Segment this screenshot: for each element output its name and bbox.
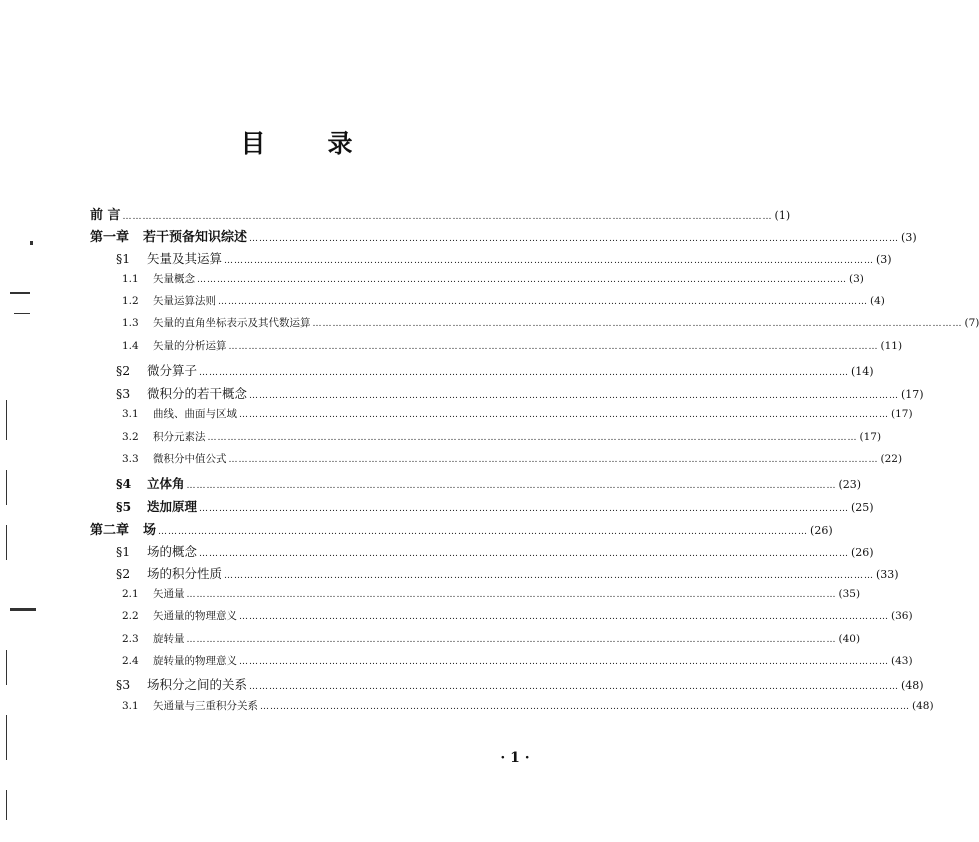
toc-entry-title: 场的积分性质 (147, 566, 223, 581)
toc-entry-number: §2 (116, 363, 131, 378)
toc-entry-page: (11) (880, 340, 903, 352)
toc-entry-number: 前 言 (90, 208, 121, 223)
toc-entry[interactable] (0, 406, 913, 428)
toc-leader-dots: …………………………………………………………………………………………………………………………………………………………………………… (207, 433, 858, 443)
toc-entry[interactable] (0, 293, 885, 315)
toc-entry-page: (23) (838, 478, 862, 491)
toc-leader-dots: …………………………………………………………………………………………………………………………………………………………………………… (249, 234, 900, 244)
toc-entry-title: 矢通量与三重积分关系 (153, 700, 258, 712)
toc-entry[interactable] (0, 226, 917, 248)
toc-leader-dots: …………………………………………………………………………………………………………………………………………………………………………… (228, 455, 879, 465)
toc-entry-title: 矢通量 (153, 588, 185, 600)
toc-entry-number: 2.3 (122, 633, 139, 645)
toc-entry-number: 1.4 (122, 340, 139, 352)
toc-entry-page: (7) (964, 317, 979, 329)
toc-leader-dots: …………………………………………………………………………………………………………………………………………………………………………… (224, 571, 875, 581)
toc-entry-title: 立体角 (147, 476, 185, 491)
toc-entry[interactable] (0, 698, 934, 720)
toc-entry-page: (26) (851, 546, 874, 559)
toc-entry[interactable] (0, 497, 874, 519)
scan-mark (30, 241, 33, 245)
toc-entry-title: 旋转量的物理意义 (153, 655, 237, 667)
toc-leader-dots: …………………………………………………………………………………………………………………………………………………………………………… (228, 342, 879, 352)
scan-mark (10, 608, 36, 611)
toc-entry-number: §2 (116, 566, 131, 581)
toc-entry-number: 2.2 (122, 610, 139, 622)
toc-entry-number: §1 (116, 251, 131, 266)
toc-leader-dots: …………………………………………………………………………………………………………………………………………………………………………… (186, 590, 837, 600)
toc-leader-dots: …………………………………………………………………………………………………………………………………………………………………………… (249, 391, 900, 401)
title-char-1: 目 (240, 129, 268, 158)
toc-entry-page: (3) (849, 273, 864, 285)
toc-entry-title: 微积分的若干概念 (147, 386, 248, 401)
toc-leader-dots: …………………………………………………………………………………………………………………………………………………………………………… (249, 682, 900, 692)
toc-leader-dots: …………………………………………………………………………………………………………………………………………………………………………… (312, 319, 963, 329)
scan-mark (14, 313, 30, 314)
toc-entry-page: (17) (859, 431, 882, 443)
toc-entry-number: 2.1 (122, 588, 139, 600)
toc-leader-dots: …………………………………………………………………………………………………………………………………………………………………………… (186, 481, 837, 491)
toc-leader-dots: …………………………………………………………………………………………………………………………………………………………………………… (199, 504, 850, 514)
toc-leader-dots: …………………………………………………………………………………………………………………………………………………………………………… (239, 410, 889, 420)
toc-leader-dots: …………………………………………………………………………………………………………………………………………………………………………… (260, 702, 910, 712)
toc-entry-number: 3.1 (122, 408, 139, 420)
toc-leader-dots: …………………………………………………………………………………………………………………………………………………………………………… (199, 549, 850, 559)
toc-entry-title: 微积分中值公式 (153, 453, 227, 465)
toc-entry-number: 第一章 (90, 230, 130, 245)
toc-entry-number: 2.4 (122, 655, 139, 667)
page-number: · 1 · (500, 750, 530, 766)
page-title (0, 124, 595, 160)
toc-entry[interactable] (0, 204, 791, 226)
toc-entry[interactable] (0, 271, 864, 293)
toc-entry-page: (3) (901, 231, 917, 244)
toc-entry[interactable] (0, 653, 913, 675)
toc-entry[interactable] (0, 429, 882, 451)
toc-entry[interactable] (0, 675, 924, 697)
toc-entry-title: 旋转量 (153, 633, 185, 645)
toc-entry-page: (1) (774, 209, 791, 222)
toc-entry-title: 矢量的直角坐标表示及其代数运算 (153, 317, 311, 329)
toc-leader-dots: …………………………………………………………………………………………………………………………………………………………………………… (186, 635, 837, 645)
toc-entry[interactable] (0, 586, 861, 608)
toc-entry-title: 场积分之间的关系 (147, 677, 248, 692)
toc-entry-title: 微分算子 (147, 363, 198, 378)
toc-entry-title: 矢量概念 (153, 273, 195, 285)
toc-entry-page: (40) (838, 633, 861, 645)
toc-entry-number: §3 (116, 386, 131, 401)
toc-entry-page: (43) (891, 655, 913, 667)
toc-leader-dots: …………………………………………………………………………………………………………………………………………………………………………… (122, 212, 773, 222)
toc-entry-number: 3.3 (122, 453, 139, 465)
toc-entry[interactable] (0, 249, 892, 271)
toc-entry[interactable] (0, 384, 924, 406)
toc-entry-number: 1.1 (122, 273, 139, 285)
toc-entry-page: (14) (851, 365, 874, 378)
toc-entry[interactable] (0, 361, 874, 383)
scan-mark (6, 525, 7, 560)
toc-entry[interactable] (0, 564, 899, 586)
toc-entry[interactable] (0, 451, 903, 473)
toc-leader-dots: …………………………………………………………………………………………………………………………………………………………………………… (158, 527, 809, 537)
scan-mark (6, 790, 7, 820)
toc-entry[interactable] (0, 542, 874, 564)
toc-entry-title: 矢量的分析运算 (153, 340, 227, 352)
toc-leader-dots: …………………………………………………………………………………………………………………………………………………………………………… (197, 275, 847, 285)
toc-entry-number: 3.1 (122, 700, 139, 712)
toc-entry-page: (17) (901, 388, 924, 401)
scan-mark (6, 400, 7, 440)
toc-entry-page: (17) (891, 408, 913, 420)
toc-entry-page: (35) (838, 588, 861, 600)
toc-leader-dots: …………………………………………………………………………………………………………………………………………………………………………… (239, 657, 889, 667)
toc-entry-title: 若干预备知识综述 (143, 230, 248, 245)
toc-entry-page: (26) (810, 524, 833, 537)
toc-entry-number: 3.2 (122, 431, 139, 443)
toc-entry-number: 1.3 (122, 317, 139, 329)
toc-leader-dots: …………………………………………………………………………………………………………………………………………………………………………… (239, 612, 889, 622)
toc-entry-number: 第二章 (90, 523, 130, 538)
scan-mark (6, 650, 7, 685)
toc-leader-dots: …………………………………………………………………………………………………………………………………………………………………………… (199, 368, 850, 378)
toc-entry-number: 1.2 (122, 295, 139, 307)
title-char-2: 录 (327, 129, 355, 158)
toc-entry-title: 矢通量的物理意义 (153, 610, 237, 622)
toc-entry-title: 积分元素法 (153, 431, 206, 443)
toc-leader-dots: …………………………………………………………………………………………………………………………………………………………………………… (218, 297, 868, 307)
toc-entry-title: 矢量及其运算 (147, 251, 223, 266)
toc-entry-number: §4 (116, 476, 132, 491)
toc-entry-page: (3) (876, 253, 892, 266)
toc-entry[interactable] (0, 474, 862, 496)
toc-entry-page: (4) (870, 295, 885, 307)
toc-entry[interactable] (0, 315, 979, 337)
toc-entry-page: (48) (912, 700, 934, 712)
toc-entry-page: (22) (880, 453, 903, 465)
scan-mark (6, 715, 7, 760)
toc-entry[interactable] (0, 519, 833, 541)
toc-entry-number: §5 (116, 499, 132, 514)
toc-entry[interactable] (0, 338, 903, 360)
toc-entry[interactable] (0, 608, 913, 630)
toc-entry-number: §1 (116, 544, 131, 559)
toc-leader-dots: …………………………………………………………………………………………………………………………………………………………………………… (224, 256, 875, 266)
toc-entry-title: 场的概念 (147, 544, 198, 559)
toc-entry-title: 场 (143, 523, 157, 538)
toc-entry-number: §3 (116, 677, 131, 692)
scan-mark (6, 470, 7, 505)
toc-entry-title: 矢量运算法则 (153, 295, 216, 307)
scan-mark (10, 292, 30, 294)
toc-entry-page: (33) (876, 568, 899, 581)
toc-entry-title: 迭加原理 (147, 499, 198, 514)
toc-entry-page: (36) (891, 610, 913, 622)
toc-entry-page: (48) (901, 679, 924, 692)
toc-entry-page: (25) (851, 501, 874, 514)
toc-entry-title: 曲线、曲面与区域 (153, 408, 237, 420)
toc-entry[interactable] (0, 631, 861, 653)
